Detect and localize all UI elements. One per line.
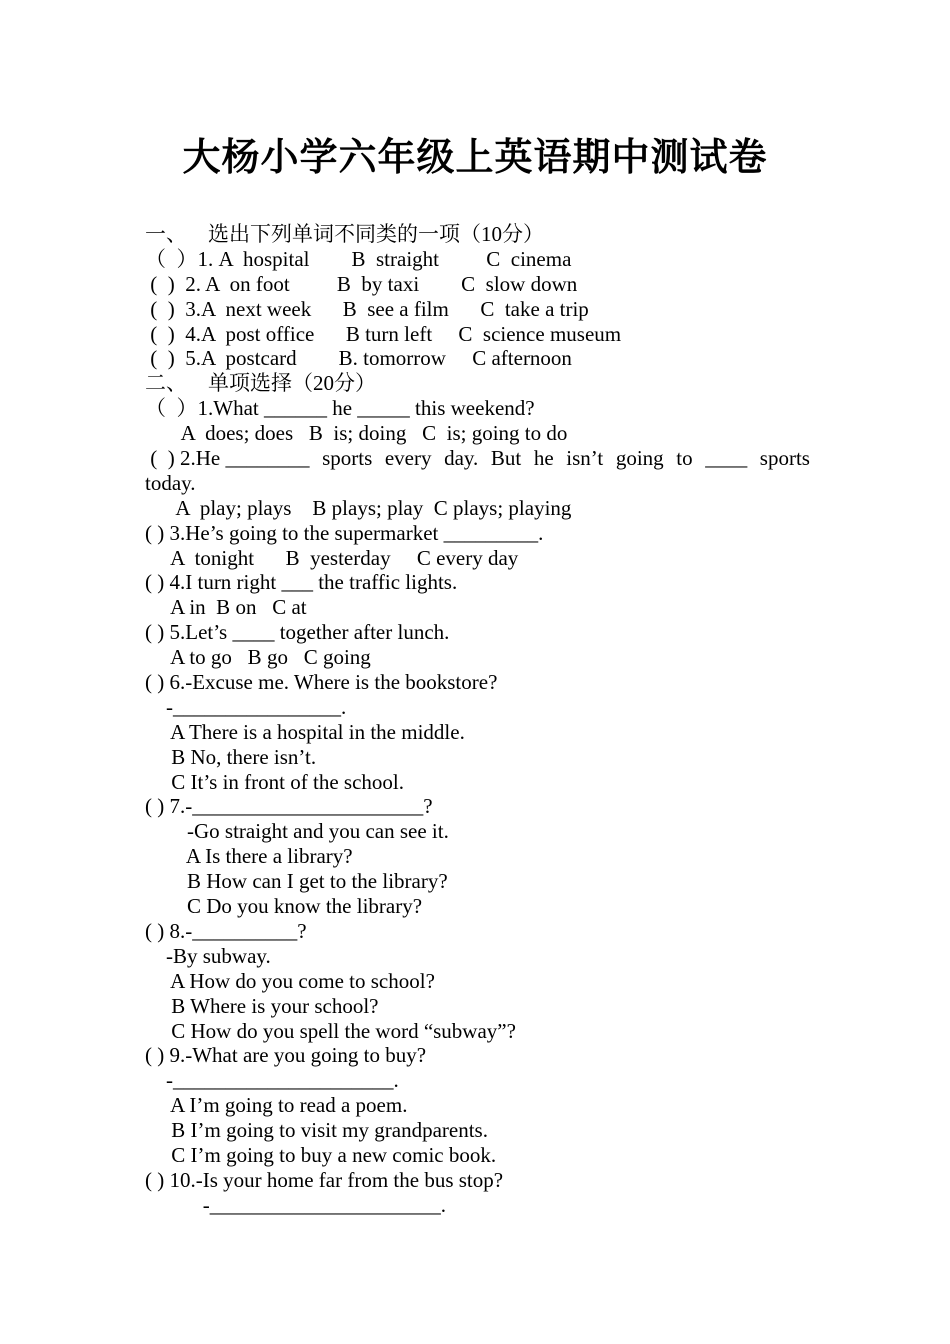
s2-question-8-option-b: B Where is your school?: [145, 993, 379, 1018]
s2-question-5-options: A to go B go C going: [145, 645, 371, 670]
s2-question-7-reply: -Go straight and you can see it.: [145, 819, 449, 844]
s2-question-8: ( ) 8.-__________?: [145, 918, 307, 943]
s2-question-9: ( ) 9.-What are you going to buy?: [145, 1043, 427, 1068]
q2-word: he: [533, 446, 554, 471]
s1-question-3: ( ) 3.A next week B see a film C take a trip: [145, 296, 589, 321]
s2-question-9-option-b: B I’m going to visit my grandparents.: [145, 1118, 488, 1143]
q2-word: to: [676, 446, 693, 471]
s2-question-1-options: A does; does B is; doing C is; going to do: [145, 421, 568, 446]
q2-word: sports: [759, 446, 810, 471]
s2-question-8-option-a: A How do you come to school?: [145, 968, 435, 993]
s1-question-2: ( ) 2. A on foot B by taxi C slow down: [145, 271, 578, 296]
q2-word: sports: [322, 446, 373, 471]
s2-question-2: [145, 446, 810, 471]
s1-question-1: （ ）1. A hospital B straight C cinema: [145, 246, 572, 271]
s2-question-6-option-a: A There is a hospital in the middle.: [145, 719, 465, 744]
q2-word: ( ) 2.He ________: [145, 446, 310, 471]
s2-question-10: ( ) 10.-Is your home far from the bus stop?: [145, 1167, 504, 1192]
s2-question-6-blank: -________________.: [145, 694, 347, 719]
s2-question-9-option-a: A I’m going to read a poem.: [145, 1093, 408, 1118]
section-2-heading: 二、 单项选择（20分）: [145, 371, 376, 396]
q2-word: ____: [705, 446, 748, 471]
s2-question-10-blank: -______________________.: [145, 1192, 446, 1217]
s2-question-9-option-c: C I’m going to buy a new comic book.: [145, 1142, 497, 1167]
s2-question-8-option-c: C How do you spell the word “subway”?: [145, 1018, 516, 1043]
s2-question-7-option-b: B How can I get to the library?: [145, 869, 448, 894]
s2-question-8-reply: -By subway.: [145, 943, 271, 968]
s2-question-9-blank: -_____________________.: [145, 1068, 399, 1093]
s2-question-2-options: A play; plays B plays; play C plays; playing: [145, 495, 572, 520]
page-title: 大杨小学六年级上英语期中测试卷: [182, 134, 768, 179]
s2-question-5: ( ) 5.Let’s ____ together after lunch.: [145, 620, 450, 645]
section-1-heading: 一、 选出下列单词不同类的一项（10分）: [145, 222, 544, 246]
q2-word: isn’t: [566, 446, 604, 471]
s2-question-4: ( ) 4.I turn right ___ the traffic lights.: [145, 570, 458, 595]
s1-question-5: ( ) 5.A postcard B. tomorrow C afternoon: [145, 346, 572, 371]
s2-question-7: ( ) 7.-______________________?: [145, 794, 433, 819]
s1-question-4: ( ) 4.A post office B turn left C science museum: [145, 321, 622, 346]
q2-word: But: [490, 446, 522, 471]
q2-word: going: [615, 446, 664, 471]
s2-question-2-continued: today.: [145, 470, 196, 495]
q2-word: day.: [444, 446, 479, 471]
s2-question-6-option-b: B No, there isn’t.: [145, 744, 317, 769]
q2-word: every: [384, 446, 432, 471]
s2-question-1: （ ）1.What ______ he _____ this weekend?: [145, 396, 535, 421]
s2-question-6: ( ) 6.-Excuse me. Where is the bookstore?: [145, 670, 498, 695]
s2-question-7-option-c: C Do you know the library?: [145, 894, 423, 919]
s2-question-6-option-c: C It’s in front of the school.: [145, 769, 404, 794]
s2-question-7-option-a: A Is there a library?: [145, 844, 353, 869]
exam-body: [145, 222, 810, 1218]
s2-question-4-options: A in B on C at: [145, 595, 307, 620]
s2-question-3-options: A tonight B yesterday C every day: [145, 545, 519, 570]
s2-question-3: ( ) 3.He’s going to the supermarket _________.: [145, 520, 544, 545]
